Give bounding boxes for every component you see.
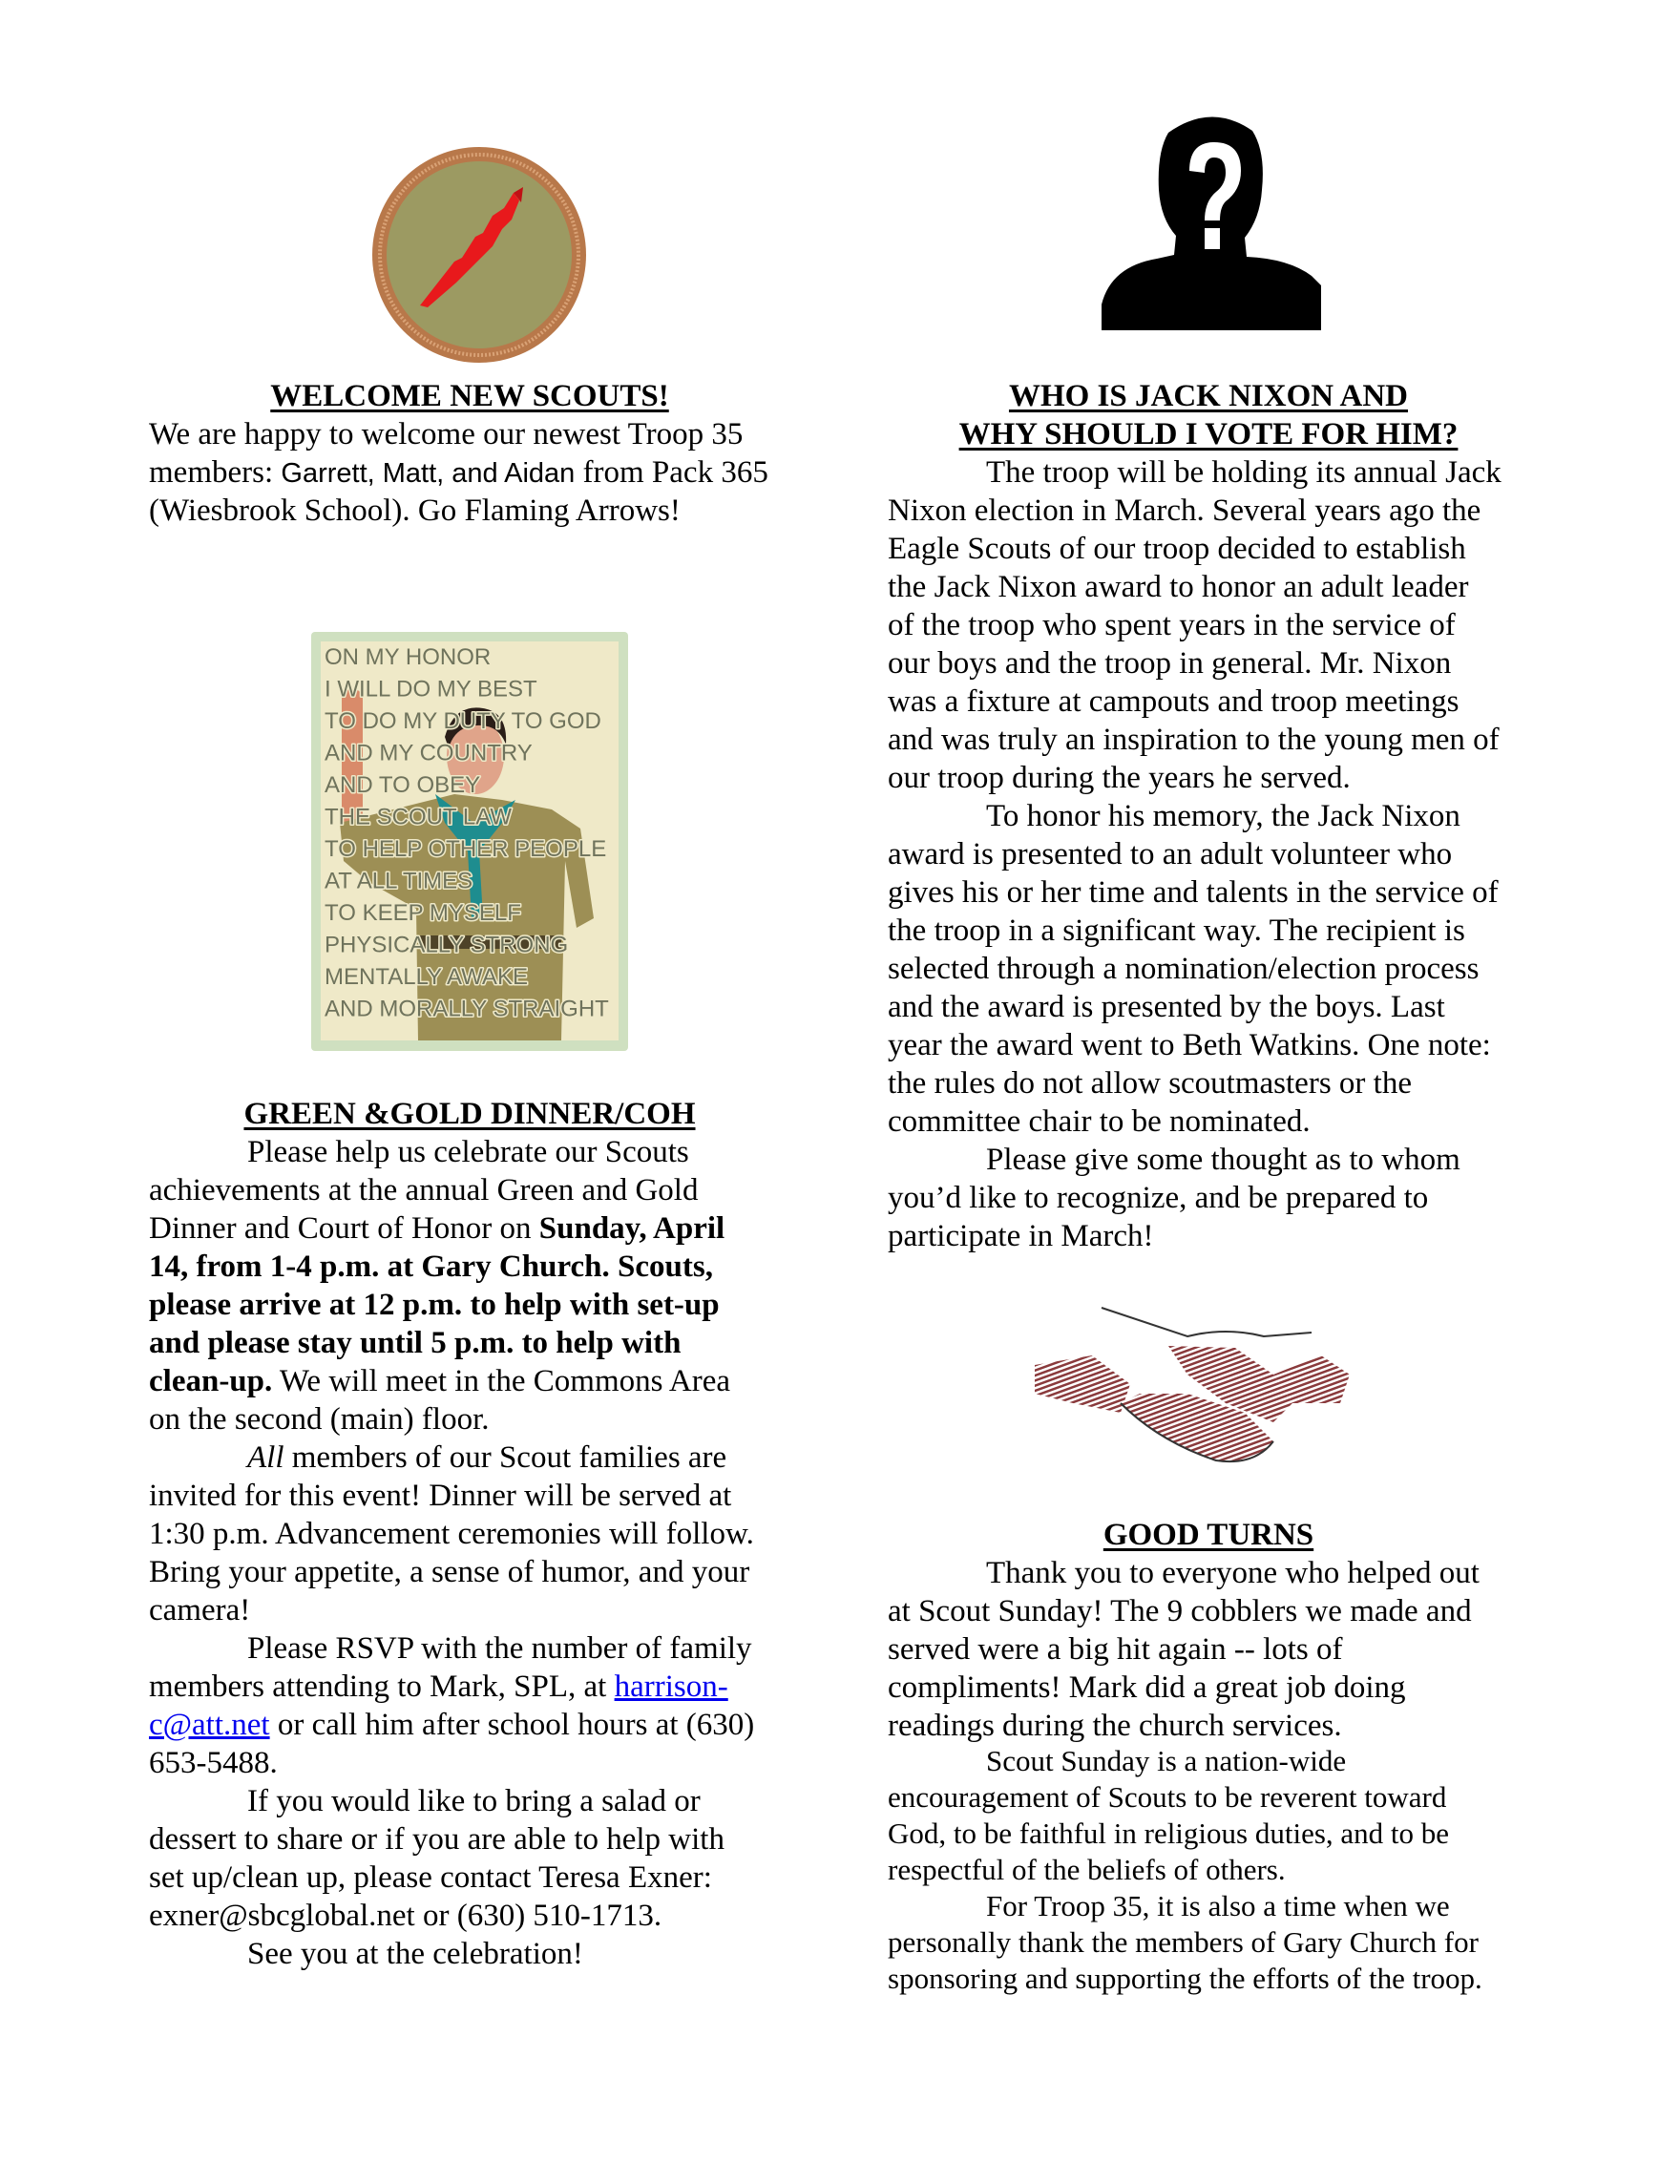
text-line: Thank you to everyone who helped out <box>986 1556 1480 1590</box>
text-line: Please help us celebrate our Scouts <box>247 1135 689 1169</box>
text-segment: please arrive at 12 p.m. to help with set-up <box>149 1288 720 1322</box>
jack-nixon-section <box>888 377 1529 1255</box>
text-segment: and please stay until 5 p.m. to help with <box>149 1326 682 1360</box>
text-line: For Troop 35, it is also a time when we <box>986 1889 1450 1922</box>
text-line <box>149 1438 790 1477</box>
text-line: 653-5488. <box>149 1746 278 1780</box>
text-line: To honor his memory, the Jack Nixon <box>986 799 1460 833</box>
poster-text-line: I WILL DO MY BEST <box>325 676 537 703</box>
green-gold-dinner-section <box>149 1095 790 1973</box>
text-line: readings during the church services. <box>888 1709 1342 1743</box>
text-line: you’d like to recognize, and be prepared to <box>888 1181 1429 1215</box>
text-line: and the award is presented by the boys. Last <box>888 990 1445 1024</box>
poster-text-line: AND MY COUNTRY <box>325 740 533 766</box>
handshake-icon <box>1035 1298 1359 1472</box>
scout-oath-poster-image <box>311 632 628 1051</box>
mystery-person-image <box>1102 114 1321 330</box>
welcome-new-scouts-section <box>149 377 790 530</box>
text-line: God, to be faithful in religious duties, and to be <box>888 1816 1450 1850</box>
text-segment: members: <box>149 455 282 490</box>
text-segment: members attending to Mark, SPL, at <box>149 1670 615 1704</box>
scout-oath-poster-icon <box>311 632 628 1051</box>
poster-text-line: ON MY HONOR <box>325 644 492 670</box>
text-line: If you would like to bring a salad or <box>247 1784 701 1818</box>
welcome-heading: WELCOME NEW SCOUTS! <box>270 379 669 413</box>
text-line: Please RSVP with the number of family <box>247 1631 752 1666</box>
text-line: committee chair to be nominated. <box>888 1104 1311 1139</box>
text-line: was a fixture at campouts and troop meetings <box>888 684 1460 719</box>
poster-text-line: THE SCOUT LAW <box>325 804 513 830</box>
text-line: Nixon election in March. Several years ago the <box>888 494 1481 528</box>
text-line: Bring your appetite, a sense of humor, and your <box>149 1555 750 1589</box>
text-line: camera! <box>149 1593 251 1628</box>
text-segment: 14, from 1-4 p.m. at Gary Church. Scouts, <box>149 1250 713 1284</box>
text-line: invited for this event! Dinner will be served at <box>149 1479 732 1513</box>
email-link[interactable]: c@att.net <box>149 1708 270 1742</box>
text-segment: All <box>247 1440 284 1475</box>
text-line <box>149 1706 790 1744</box>
good-turns-section <box>888 1516 1529 1745</box>
text-line: the rules do not allow scoutmasters or the <box>888 1066 1412 1101</box>
text-line: personally thank the members of Gary Church for <box>888 1925 1479 1959</box>
text-line <box>149 1286 790 1324</box>
text-line: (Wiesbrook School). Go Flaming Arrows! <box>149 494 681 528</box>
poster-text-line: AT ALL TIMES <box>325 868 473 894</box>
text-line: Please give some thought as to whom <box>986 1143 1460 1177</box>
email-link[interactable]: harrison- <box>614 1670 728 1704</box>
text-line: respectful of the beliefs of others. <box>888 1853 1286 1886</box>
text-line: 1:30 p.m. Advancement ceremonies will follow. <box>149 1517 754 1551</box>
good-turns-scout-sunday-text <box>888 1743 1529 1997</box>
text-segment: Sunday, April <box>538 1211 725 1246</box>
poster-text-line: MENTALLY AWAKE <box>325 964 528 990</box>
text-line: compliments! Mark did a great job doing <box>888 1670 1406 1705</box>
text-line: award is presented to an adult volunteer who <box>888 837 1453 872</box>
text-segment: from Pack 365 <box>575 455 768 490</box>
text-line: sponsoring and supporting the efforts of the troop. <box>888 1962 1482 1995</box>
text-line: encouragement of Scouts to be reverent toward <box>888 1780 1447 1814</box>
text-line: served were a big hit again -- lots of <box>888 1632 1343 1667</box>
text-line: and was truly an inspiration to the young men of <box>888 723 1500 757</box>
text-line: dessert to share or if you are able to help with <box>149 1822 724 1857</box>
poster-text-line: AND MORALLY STRAIGHT <box>325 996 609 1022</box>
text-line <box>149 1324 790 1362</box>
text-line: set up/clean up, please contact Teresa Exner: <box>149 1860 712 1895</box>
handshake-image <box>1035 1298 1359 1472</box>
text-segment: Dinner and Court of Honor on <box>149 1211 539 1246</box>
text-line: achievements at the annual Green and Gold <box>149 1173 699 1208</box>
text-line: our troop during the years he served. <box>888 761 1351 795</box>
text-line: on the second (main) floor. <box>149 1402 490 1437</box>
good-turns-heading: GOOD TURNS <box>1102 1518 1314 1552</box>
poster-text-line: AND TO OBEY <box>325 772 481 798</box>
flaming-arrow-badge-icon <box>370 145 588 365</box>
text-line: We are happy to welcome our newest Troop 35 <box>149 417 744 452</box>
text-line: selected through a nomination/election process <box>888 952 1480 986</box>
text-line: of the troop who spent years in the service of <box>888 608 1456 642</box>
text-line <box>149 1668 790 1706</box>
text-line: participate in March! <box>888 1219 1154 1253</box>
text-segment: clean-up. <box>149 1364 273 1398</box>
poster-text-line: TO DO MY DUTY TO GOD <box>325 708 601 734</box>
text-segment: or call him after school hours at (630) <box>269 1708 755 1742</box>
green-gold-heading: GREEN &GOLD DINNER/COH <box>243 1097 696 1131</box>
text-line: exner@sbcglobal.net or (630) 510-1713. <box>149 1899 662 1933</box>
text-line: at Scout Sunday! The 9 cobblers we made and <box>888 1594 1472 1628</box>
jack-nixon-heading: WHO IS JACK NIXON AND <box>1008 379 1409 413</box>
text-line: the Jack Nixon award to honor an adult leader <box>888 570 1469 604</box>
merit-badge-image <box>370 145 588 365</box>
text-line: gives his or her time and talents in the service of <box>888 875 1499 910</box>
jack-nixon-heading: WHY SHOULD I VOTE FOR HIM? <box>958 417 1459 452</box>
text-line <box>149 453 790 492</box>
text-line <box>149 1209 790 1248</box>
text-line: Eagle Scouts of our troop decided to establish <box>888 532 1466 566</box>
text-line: our boys and the troop in general. Mr. Nixon <box>888 646 1452 681</box>
text-line: The troop will be holding its annual Jack <box>986 455 1502 490</box>
text-segment: We will meet in the Commons Area <box>272 1364 731 1398</box>
poster-text-line: TO HELP OTHER PEOPLE <box>325 836 607 862</box>
text-segment: Garrett, Matt, and Aidan <box>281 458 576 489</box>
text-line <box>149 1248 790 1286</box>
poster-text-line: TO KEEP MYSELF <box>325 900 521 926</box>
text-segment: members of our Scout families are <box>284 1440 727 1475</box>
question-mark-silhouette-icon <box>1102 114 1321 330</box>
text-line: See you at the celebration! <box>247 1937 583 1971</box>
text-line: Scout Sunday is a nation-wide <box>986 1744 1347 1777</box>
text-line <box>149 1362 790 1400</box>
text-line: the troop in a significant way. The recipient is <box>888 914 1465 948</box>
text-line: year the award went to Beth Watkins. One note: <box>888 1028 1491 1062</box>
poster-text-line: PHYSICALLY STRONG <box>325 932 569 958</box>
